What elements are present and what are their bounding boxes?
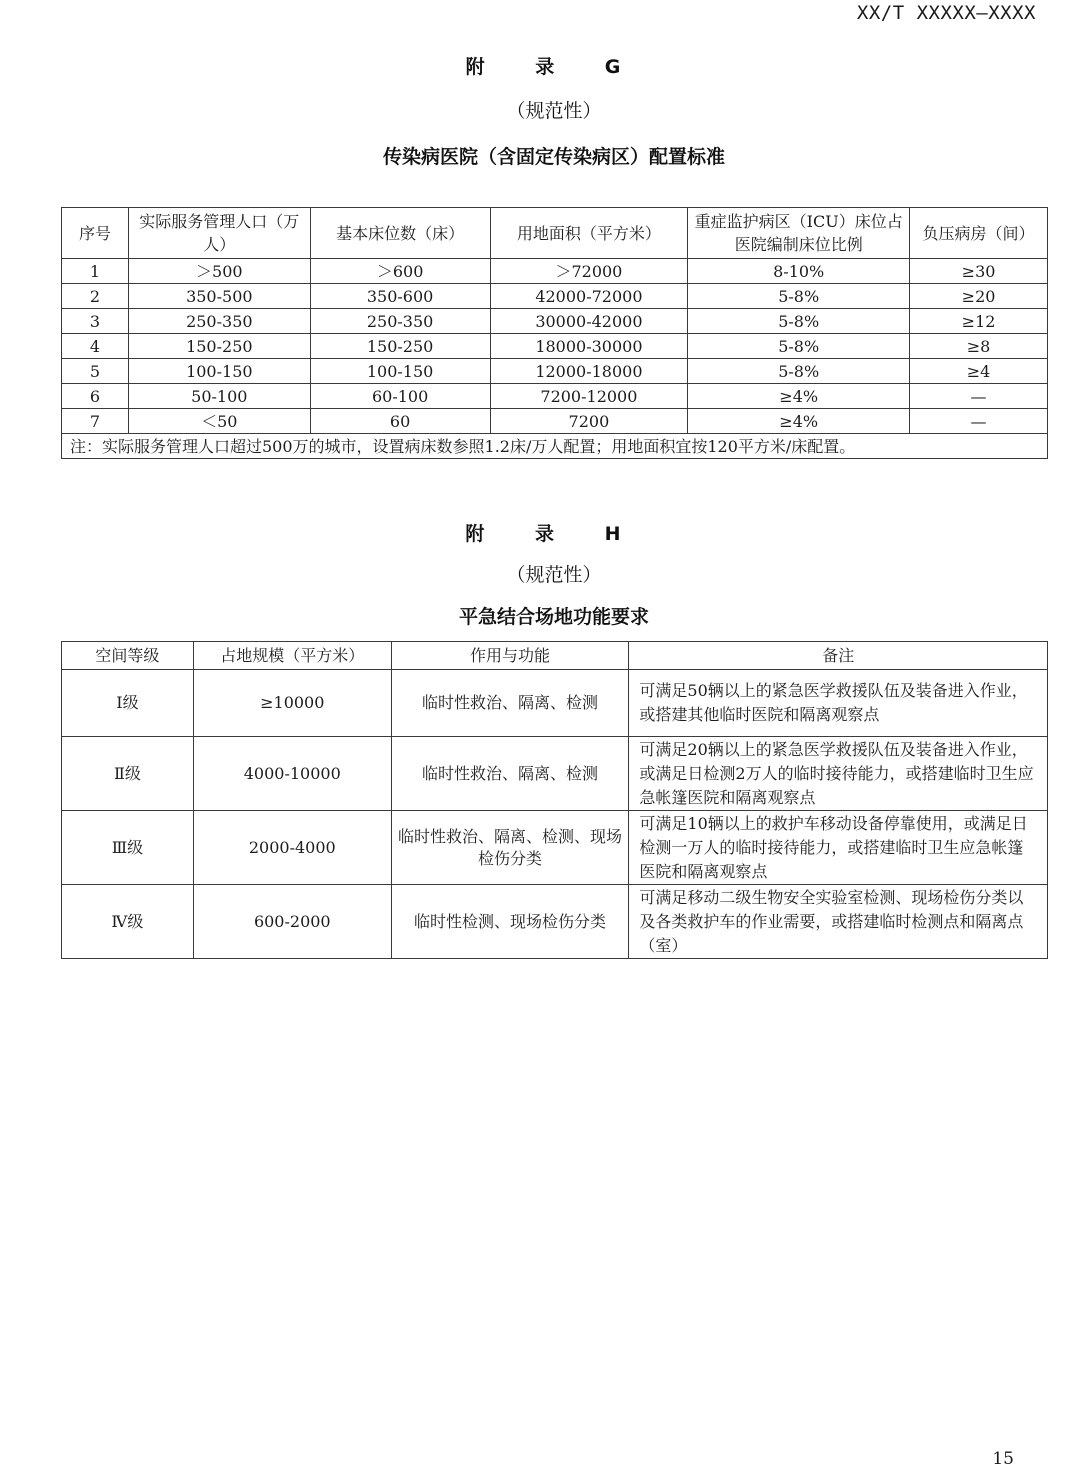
cell-icu-ratio: 8-10% (688, 259, 910, 284)
col-header-negative-pressure: 负压病房（间） (910, 208, 1048, 259)
col-header-remark: 备注 (629, 642, 1048, 670)
appendix-h-type: （规范性） (506, 564, 602, 586)
cell-population: 100-150 (128, 359, 310, 384)
appendix-h-title: 平急结合场地功能要求 (458, 606, 649, 628)
cell-icu-ratio: 5-8% (688, 334, 910, 359)
hospital-config-table (61, 207, 1048, 459)
table-row (62, 885, 1048, 959)
cell-icu-ratio: ≥4% (688, 409, 910, 434)
col-header-level: 空间等级 (62, 642, 194, 670)
cell-index: 1 (62, 259, 129, 284)
cell-index: 7 (62, 409, 129, 434)
cell-land-area: 42000-72000 (490, 284, 688, 309)
cell-land-area: 7200-12000 (490, 384, 688, 409)
cell-negative-pressure: ≥4 (910, 359, 1048, 384)
cell-remark: 可满足20辆以上的紧急医学救援队伍及装备进入作业，或满足日检测2万人的临时接待能力，或搭建临时卫生应急帐篷医院和隔离观察点 (629, 737, 1048, 811)
appendix-g-type: （规范性） (506, 100, 602, 122)
table-row (62, 309, 1048, 334)
cell-level: Ⅱ级 (62, 737, 194, 811)
table-row (62, 284, 1048, 309)
cell-level: Ⅳ级 (62, 885, 194, 959)
cell-negative-pressure: ≥20 (910, 284, 1048, 309)
cell-function: 临时性检测、现场检伤分类 (391, 885, 629, 959)
cell-negative-pressure: — (910, 384, 1048, 409)
cell-icu-ratio: 5-8% (688, 284, 910, 309)
cell-land-area: 30000-42000 (490, 309, 688, 334)
table-header-row (62, 642, 1048, 670)
site-function-table (61, 641, 1048, 959)
cell-remark: 可满足10辆以上的救护车移动设备停靠使用，或满足日检测一万人的临时接待能力，或搭建临时卫生应急帐篷医院和隔离观察点 (629, 811, 1048, 885)
cell-index: 4 (62, 334, 129, 359)
cell-negative-pressure: ≥8 (910, 334, 1048, 359)
cell-population: 350-500 (128, 284, 310, 309)
col-header-index: 序号 (62, 208, 129, 259)
cell-beds: 150-250 (310, 334, 490, 359)
cell-beds: 250-350 (310, 309, 490, 334)
cell-land-area: 12000-18000 (490, 359, 688, 384)
cell-negative-pressure: ≥30 (910, 259, 1048, 284)
col-header-population: 实际服务管理人口（万人） (128, 208, 310, 259)
cell-remark: 可满足50辆以上的紧急医学救援队伍及装备进入作业，或搭建其他临时医院和隔离观察点 (629, 670, 1048, 737)
col-header-function: 作用与功能 (391, 642, 629, 670)
table-row (62, 259, 1048, 284)
table-header-row (62, 208, 1048, 259)
cell-land-area: 7200 (490, 409, 688, 434)
cell-population: 50-100 (128, 384, 310, 409)
cell-index: 5 (62, 359, 129, 384)
table-row (62, 811, 1048, 885)
cell-beds: 60 (310, 409, 490, 434)
cell-negative-pressure: ≥12 (910, 309, 1048, 334)
cell-beds: 100-150 (310, 359, 490, 384)
cell-function: 临时性救治、隔离、检测 (391, 737, 629, 811)
cell-negative-pressure: — (910, 409, 1048, 434)
cell-beds: 60-100 (310, 384, 490, 409)
cell-site-area: 2000-4000 (193, 811, 391, 885)
cell-beds: 350-600 (310, 284, 490, 309)
cell-beds: ＞600 (310, 259, 490, 284)
cell-function: 临时性救治、隔离、检测 (391, 670, 629, 737)
cell-index: 6 (62, 384, 129, 409)
appendix-g-title: 传染病医院（含固定传染病区）配置标准 (382, 146, 725, 168)
standard-code: XX/T XXXXX—XXXX (856, 2, 1036, 24)
table-row (62, 409, 1048, 434)
cell-population: 150-250 (128, 334, 310, 359)
cell-icu-ratio: ≥4% (688, 384, 910, 409)
cell-site-area: 600-2000 (193, 885, 391, 959)
appendix-h-label: 附 录 H (465, 523, 643, 545)
table-note: 注：实际服务管理人口超过500万的城市，设置病床数参照1.2床/万人配置；用地面积宜按120平方米/床配置。 (62, 434, 1048, 459)
cell-remark: 可满足移动二级生物安全实验室检测、现场检伤分类以及各类救护车的作业需要，或搭建临时检测点和隔离点（室） (629, 885, 1048, 959)
cell-site-area: ≥10000 (193, 670, 391, 737)
appendix-g-label: 附 录 G (465, 56, 643, 78)
cell-icu-ratio: 5-8% (688, 309, 910, 334)
page-number: 15 (992, 1449, 1014, 1469)
table-row (62, 737, 1048, 811)
cell-index: 2 (62, 284, 129, 309)
table-row (62, 384, 1048, 409)
col-header-beds: 基本床位数（床） (310, 208, 490, 259)
cell-level: Ⅲ级 (62, 811, 194, 885)
cell-population: ＞500 (128, 259, 310, 284)
col-header-land-area: 用地面积（平方米） (490, 208, 688, 259)
col-header-site-area: 占地规模（平方米） (193, 642, 391, 670)
cell-land-area: ＞72000 (490, 259, 688, 284)
cell-index: 3 (62, 309, 129, 334)
table-row (62, 670, 1048, 737)
table-row (62, 334, 1048, 359)
cell-land-area: 18000-30000 (490, 334, 688, 359)
cell-level: Ⅰ级 (62, 670, 194, 737)
cell-site-area: 4000-10000 (193, 737, 391, 811)
col-header-icu-ratio: 重症监护病区（ICU）床位占医院编制床位比例 (688, 208, 910, 259)
cell-population: ＜50 (128, 409, 310, 434)
cell-population: 250-350 (128, 309, 310, 334)
cell-function: 临时性救治、隔离、检测、现场检伤分类 (391, 811, 629, 885)
table-note-row (62, 434, 1048, 459)
cell-icu-ratio: 5-8% (688, 359, 910, 384)
table-row (62, 359, 1048, 384)
